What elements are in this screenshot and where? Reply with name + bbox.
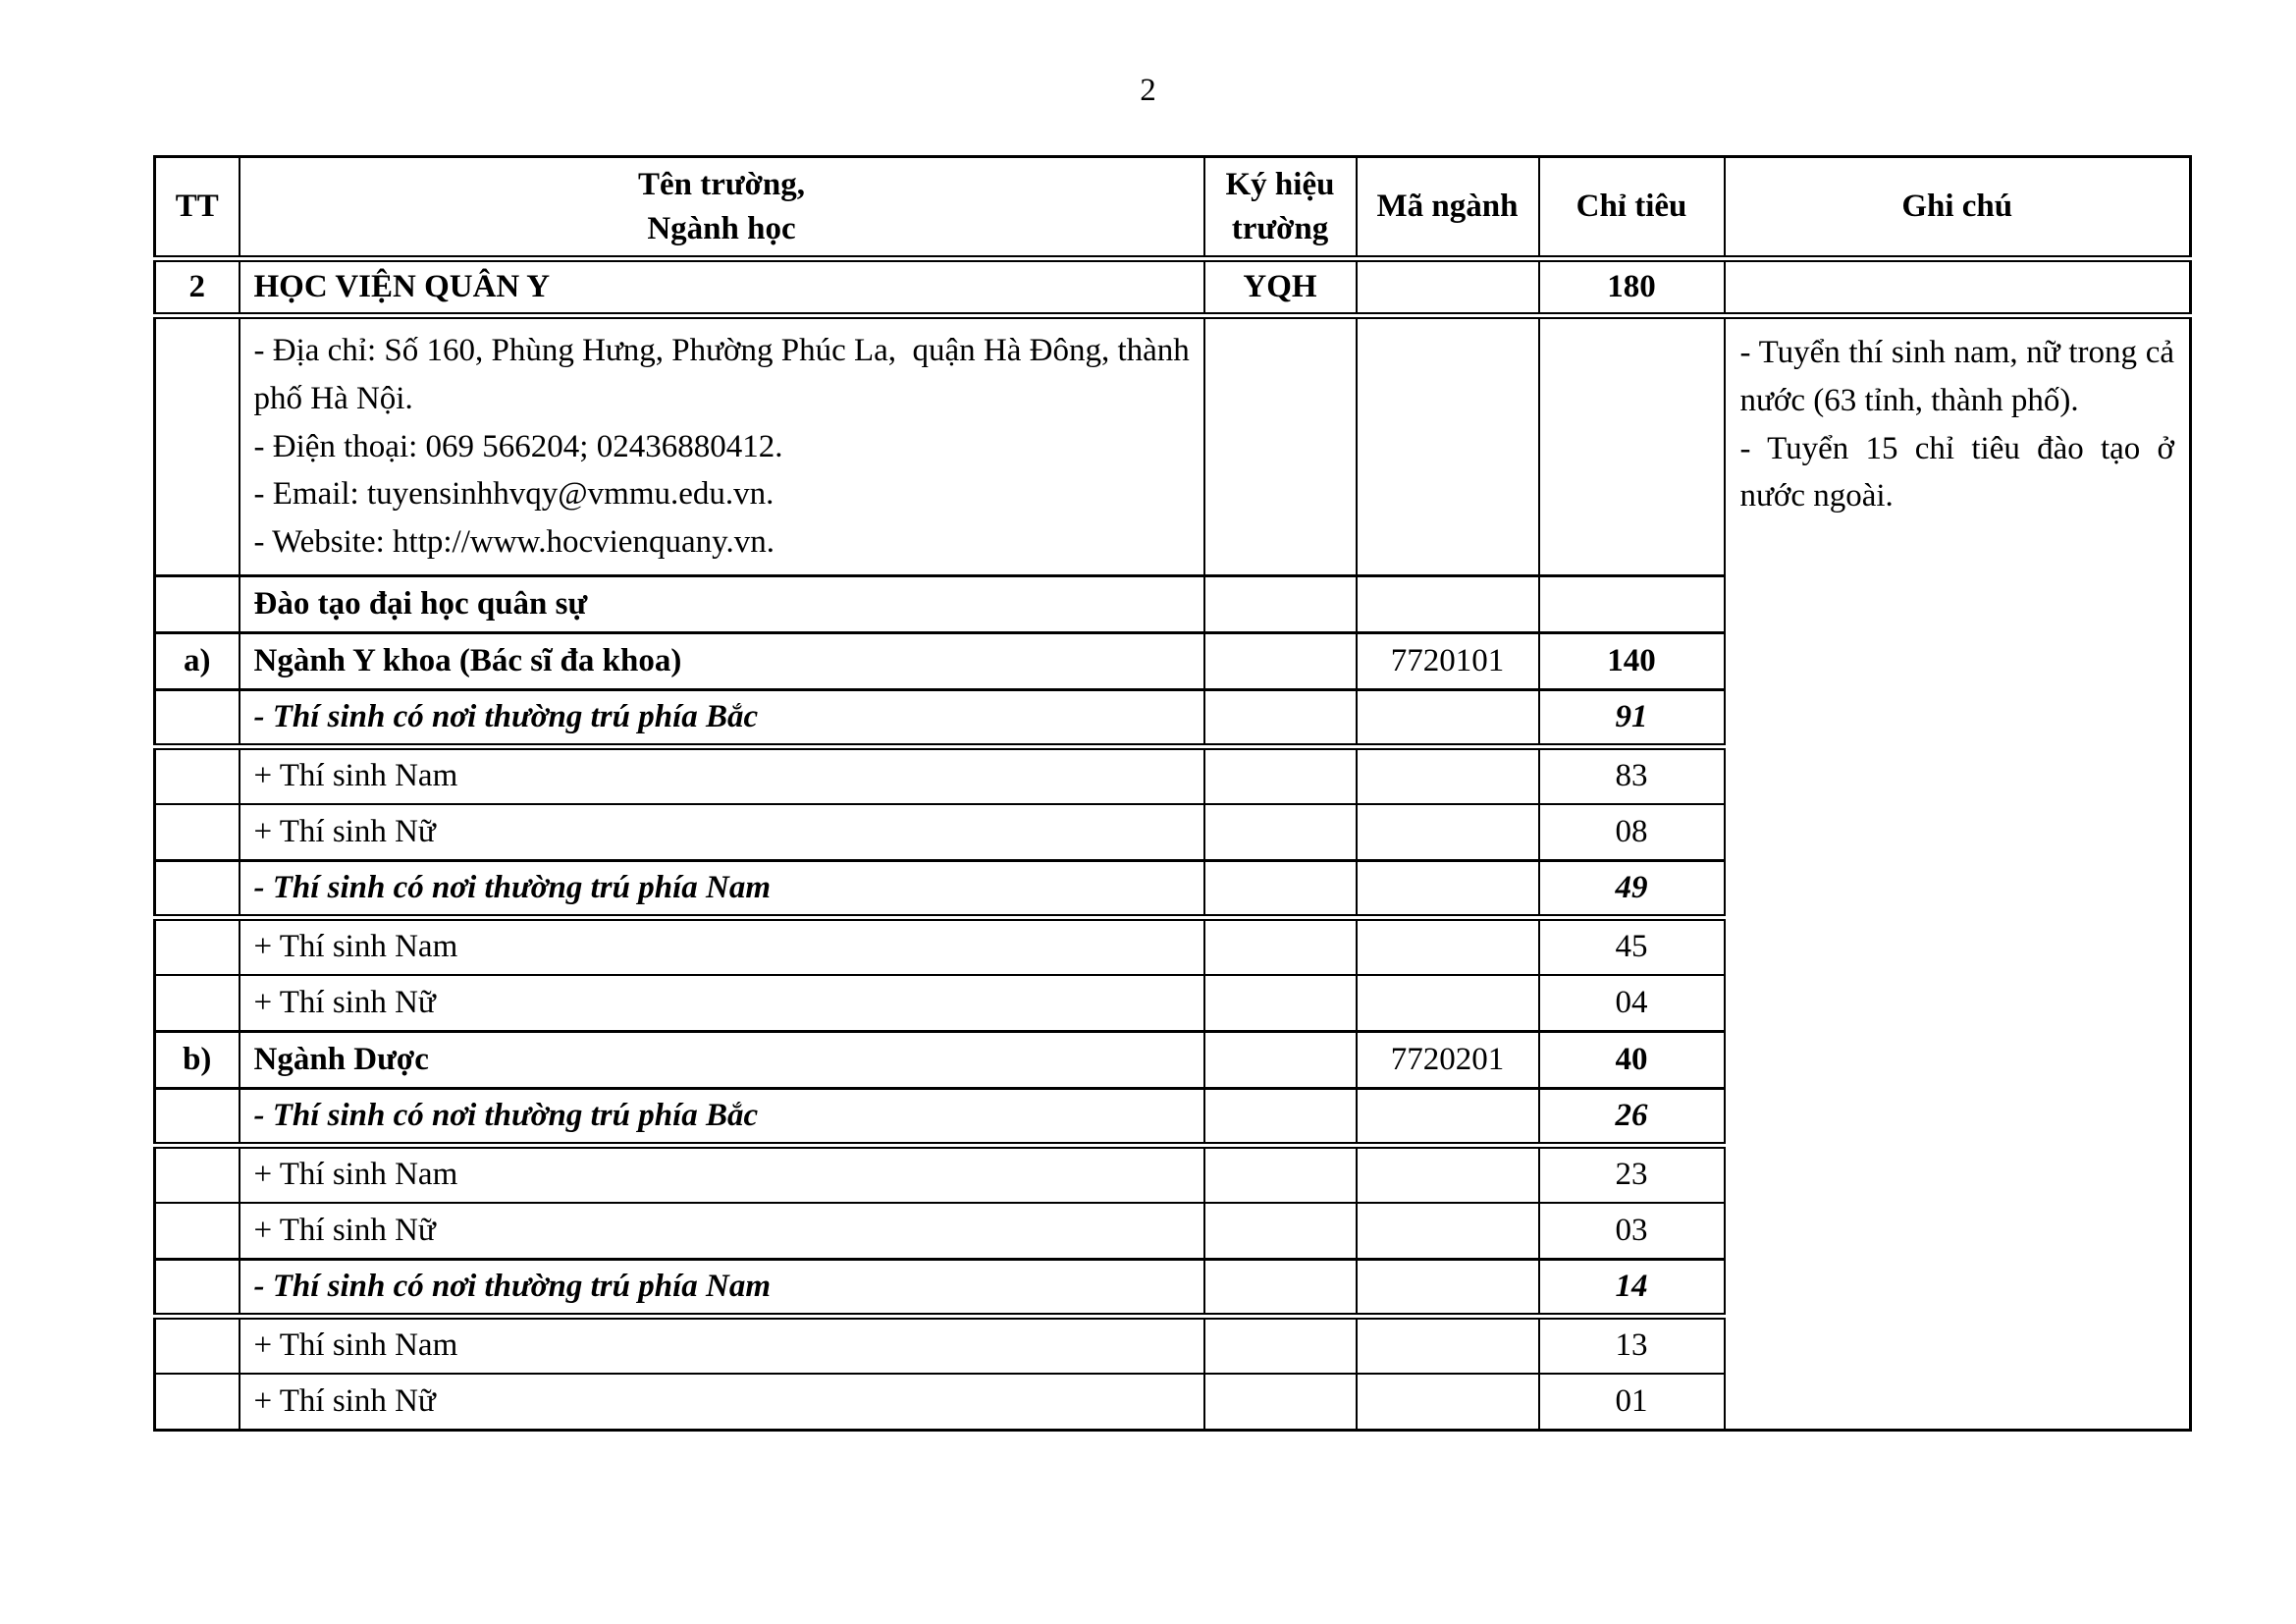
tt-cell: a) — [155, 633, 240, 690]
school-code-cell — [1204, 1317, 1357, 1374]
header-quota: Chỉ tiêu — [1539, 157, 1725, 259]
major-code-cell — [1357, 861, 1539, 918]
major-code-cell — [1357, 1203, 1539, 1260]
name-cell: + Thí sinh Nữ — [240, 1203, 1204, 1260]
note-paragraph-recruitment: - Tuyển thí sinh nam, nữ trong cả nước (63 tỉnh, thành phố). — [1739, 335, 2174, 418]
header-school-line1: Tên trường, — [637, 166, 806, 202]
contact-row — [155, 316, 2191, 576]
quota-cell: 23 — [1539, 1146, 1725, 1203]
tt-cell: b) — [155, 1032, 240, 1089]
quota-cell: 01 — [1539, 1374, 1725, 1431]
school-code-cell — [1204, 1260, 1357, 1317]
school-code-cell — [1204, 861, 1357, 918]
tt-cell — [155, 804, 240, 861]
contact-address: - Địa chỉ: Số 160, Phùng Hưng, Phường Phúc La, quận Hà Đông, thành phố Hà Nội. — [253, 333, 1199, 416]
school-code-cell — [1204, 690, 1357, 747]
tt-cell — [155, 1374, 240, 1431]
major-code-cell — [1357, 804, 1539, 861]
tt-cell — [155, 1203, 240, 1260]
tt-cell — [155, 1260, 240, 1317]
school-quota-cell: 180 — [1539, 259, 1725, 316]
contact-info-cell — [240, 316, 1204, 576]
major-code-cell: 7720201 — [1357, 1032, 1539, 1089]
quota-cell: 03 — [1539, 1203, 1725, 1260]
school-code-cell — [1204, 576, 1357, 633]
name-cell: Ngành Y khoa (Bác sĩ đa khoa) — [240, 633, 1204, 690]
tt-cell — [155, 861, 240, 918]
major-code-cell — [1357, 1317, 1539, 1374]
table-header-row — [155, 157, 2191, 259]
tt-cell — [155, 747, 240, 804]
note-cell — [1725, 316, 2191, 1431]
name-cell: Ngành Dược — [240, 1032, 1204, 1089]
school-code-cell — [1204, 1032, 1357, 1089]
contact-website: - Website: http://www.hocvienquany.vn. — [253, 524, 774, 561]
quota-cell: 40 — [1539, 1032, 1725, 1089]
name-cell: - Thí sinh có nơi thường trú phía Bắc — [240, 1089, 1204, 1146]
tt-cell — [155, 1089, 240, 1146]
header-code-line2: trường — [1231, 210, 1329, 246]
major-code-cell — [1357, 747, 1539, 804]
school-code-cell: YQH — [1204, 259, 1357, 316]
school-tt-cell: 2 — [155, 259, 240, 316]
name-cell: + Thí sinh Nam — [240, 747, 1204, 804]
header-code-line1: Ký hiệu — [1225, 166, 1335, 202]
name-cell: - Thí sinh có nơi thường trú phía Bắc — [240, 690, 1204, 747]
note-paragraph-abroad: - Tuyển 15 chỉ tiêu đào tạo ở nước ngoài. — [1739, 430, 2174, 514]
header-school-name — [240, 157, 1204, 259]
school-code-cell — [1204, 1374, 1357, 1431]
header-tt: TT — [155, 157, 240, 259]
admissions-table — [153, 155, 2192, 1432]
school-note-cell — [1725, 259, 2191, 316]
tt-cell — [155, 1146, 240, 1203]
name-cell: Đào tạo đại học quân sự — [240, 576, 1204, 633]
tt-cell — [155, 1317, 240, 1374]
quota-cell: 49 — [1539, 861, 1725, 918]
tt-cell — [155, 975, 240, 1032]
quota-cell: 140 — [1539, 633, 1725, 690]
school-code-cell — [1204, 1146, 1357, 1203]
name-cell: - Thí sinh có nơi thường trú phía Nam — [240, 1260, 1204, 1317]
major-code-cell — [1357, 975, 1539, 1032]
contact-school-code-cell — [1204, 316, 1357, 576]
school-row — [155, 259, 2191, 316]
major-code-cell: 7720101 — [1357, 633, 1539, 690]
school-code-cell — [1204, 804, 1357, 861]
quota-cell: 26 — [1539, 1089, 1725, 1146]
name-cell: + Thí sinh Nữ — [240, 1374, 1204, 1431]
quota-cell: 14 — [1539, 1260, 1725, 1317]
quota-cell: 04 — [1539, 975, 1725, 1032]
tt-cell — [155, 576, 240, 633]
school-code-cell — [1204, 633, 1357, 690]
school-code-cell — [1204, 747, 1357, 804]
contact-major-code-cell — [1357, 316, 1539, 576]
school-major-code-cell — [1357, 259, 1539, 316]
major-code-cell — [1357, 1374, 1539, 1431]
contact-email: - Email: tuyensinhhvqy@vmmu.edu.vn. — [253, 476, 774, 513]
name-cell: + Thí sinh Nam — [240, 918, 1204, 975]
quota-cell: 08 — [1539, 804, 1725, 861]
school-code-cell — [1204, 975, 1357, 1032]
major-code-cell — [1357, 576, 1539, 633]
name-cell: - Thí sinh có nơi thường trú phía Nam — [240, 861, 1204, 918]
major-code-cell — [1357, 1260, 1539, 1317]
quota-cell: 83 — [1539, 747, 1725, 804]
header-school-line2: Ngành học — [647, 210, 796, 246]
page-number: 2 — [1140, 73, 1156, 108]
school-code-cell — [1204, 918, 1357, 975]
tt-cell — [155, 690, 240, 747]
major-code-cell — [1357, 1146, 1539, 1203]
major-code-cell — [1357, 690, 1539, 747]
school-name-cell: HỌC VIỆN QUÂN Y — [240, 259, 1204, 316]
contact-phone: - Điện thoại: 069 566204; 02436880412. — [253, 428, 783, 464]
quota-cell: 91 — [1539, 690, 1725, 747]
name-cell: + Thí sinh Nam — [240, 1317, 1204, 1374]
contact-quota-cell — [1539, 316, 1725, 576]
school-code-cell — [1204, 1089, 1357, 1146]
header-major-code: Mã ngành — [1357, 157, 1539, 259]
major-code-cell — [1357, 1089, 1539, 1146]
major-code-cell — [1357, 918, 1539, 975]
name-cell: + Thí sinh Nam — [240, 1146, 1204, 1203]
name-cell: + Thí sinh Nữ — [240, 804, 1204, 861]
quota-cell: 13 — [1539, 1317, 1725, 1374]
header-school-code — [1204, 157, 1357, 259]
tt-cell — [155, 918, 240, 975]
contact-tt-cell — [155, 316, 240, 576]
header-note: Ghi chú — [1725, 157, 2191, 259]
quota-cell — [1539, 576, 1725, 633]
quota-cell: 45 — [1539, 918, 1725, 975]
school-code-cell — [1204, 1203, 1357, 1260]
name-cell: + Thí sinh Nữ — [240, 975, 1204, 1032]
